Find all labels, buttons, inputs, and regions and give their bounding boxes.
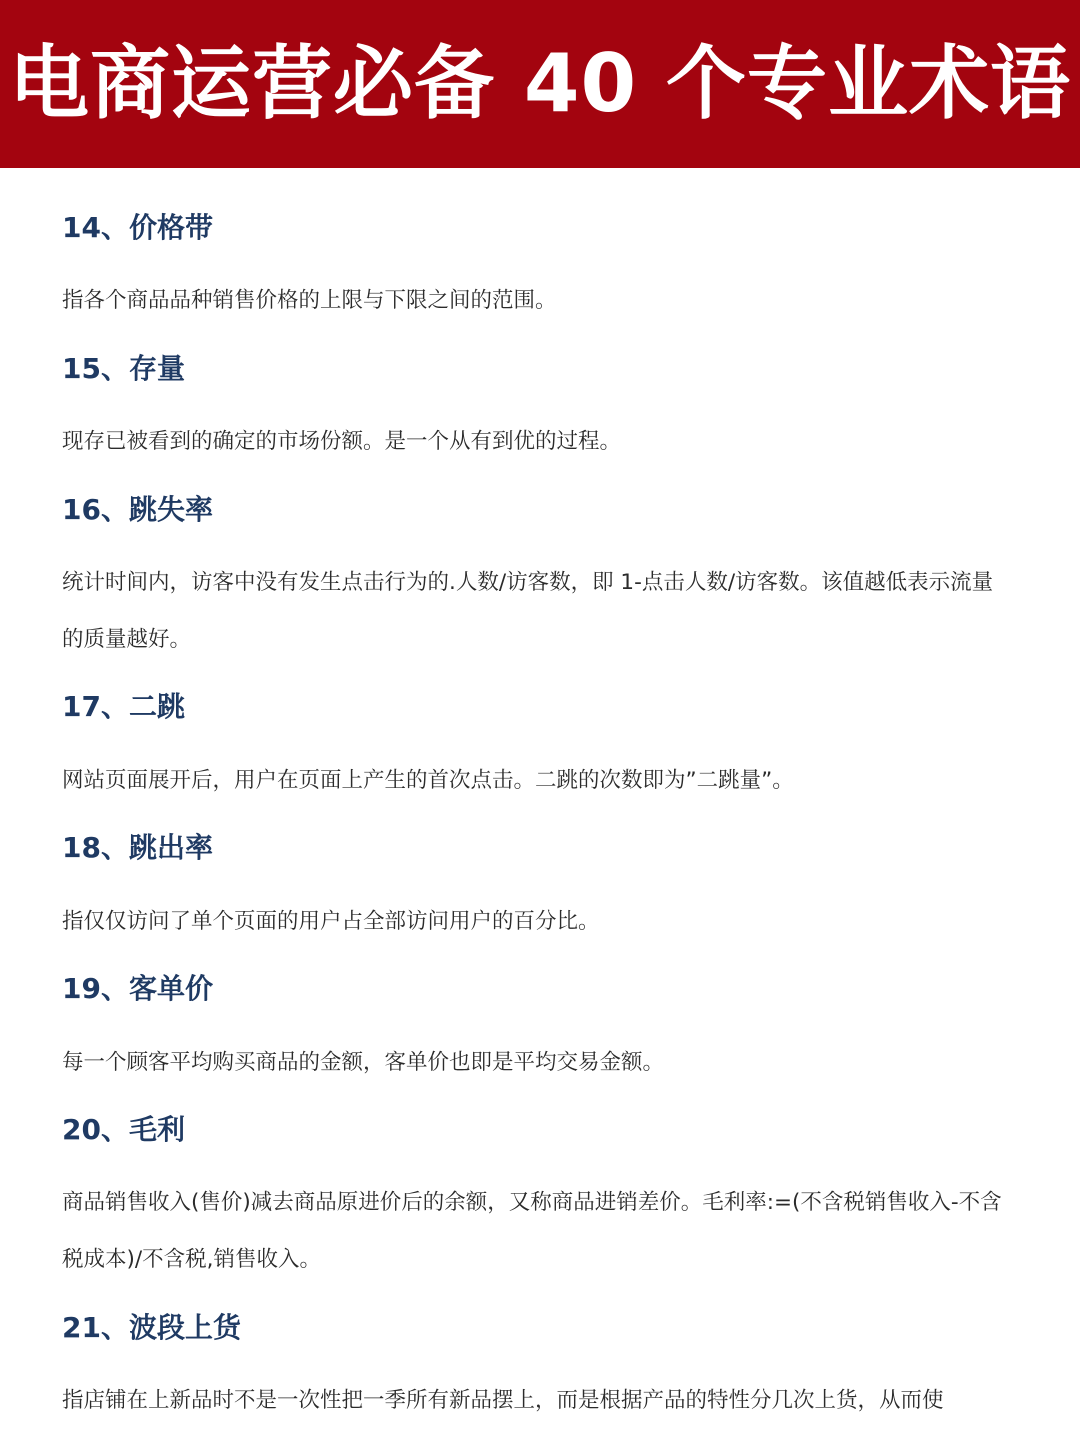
term-description: 商品销售收入(售价)减去商品原进价后的余额，又称商品进销差价。毛利率:=(不含税销售收入-不含税成本)/不含税,销售收入。	[62, 1190, 1002, 1272]
term-heading: 16、跳失率	[62, 493, 213, 526]
term-description: 现存已被看到的确定的市场份额。是一个从有到优的过程。	[62, 429, 622, 454]
term-description: 每一个顾客平均购买商品的金额，客单价也即是平均交易金额。	[62, 1050, 665, 1075]
term-heading: 19、客单价	[62, 972, 213, 1005]
term-heading: 21、波段上货	[62, 1311, 241, 1344]
term-heading: 18、跳出率	[62, 831, 213, 864]
term-description: 统计时间内，访客中没有发生点击行为的.人数/访客数，即 1-点击人数/访客数。该值越低表示流量的质量越好。	[62, 570, 994, 652]
term-description: 指仅仅访问了单个页面的用户占全部访问用户的百分比。	[62, 909, 600, 934]
term-description: 网站页面展开后，用户在页面上产生的首次点击。二跳的次数即为”二跳量”。	[62, 768, 794, 793]
term-description: 指店铺在上新品时不是一次性把一季所有新品摆上，而是根据产品的特性分几次上货，从而使	[62, 1388, 944, 1413]
term-heading: 15、存量	[62, 352, 185, 385]
term-heading: 14、价格带	[62, 211, 213, 244]
term-heading: 20、毛利	[62, 1113, 185, 1146]
term-description: 指各个商品品种销售价格的上限与下限之间的范围。	[62, 288, 557, 313]
header-banner	[0, 0, 1080, 168]
page-title: 电商运营必备 40 个专业术语	[8, 37, 1072, 130]
term-heading: 17、二跳	[62, 690, 185, 723]
